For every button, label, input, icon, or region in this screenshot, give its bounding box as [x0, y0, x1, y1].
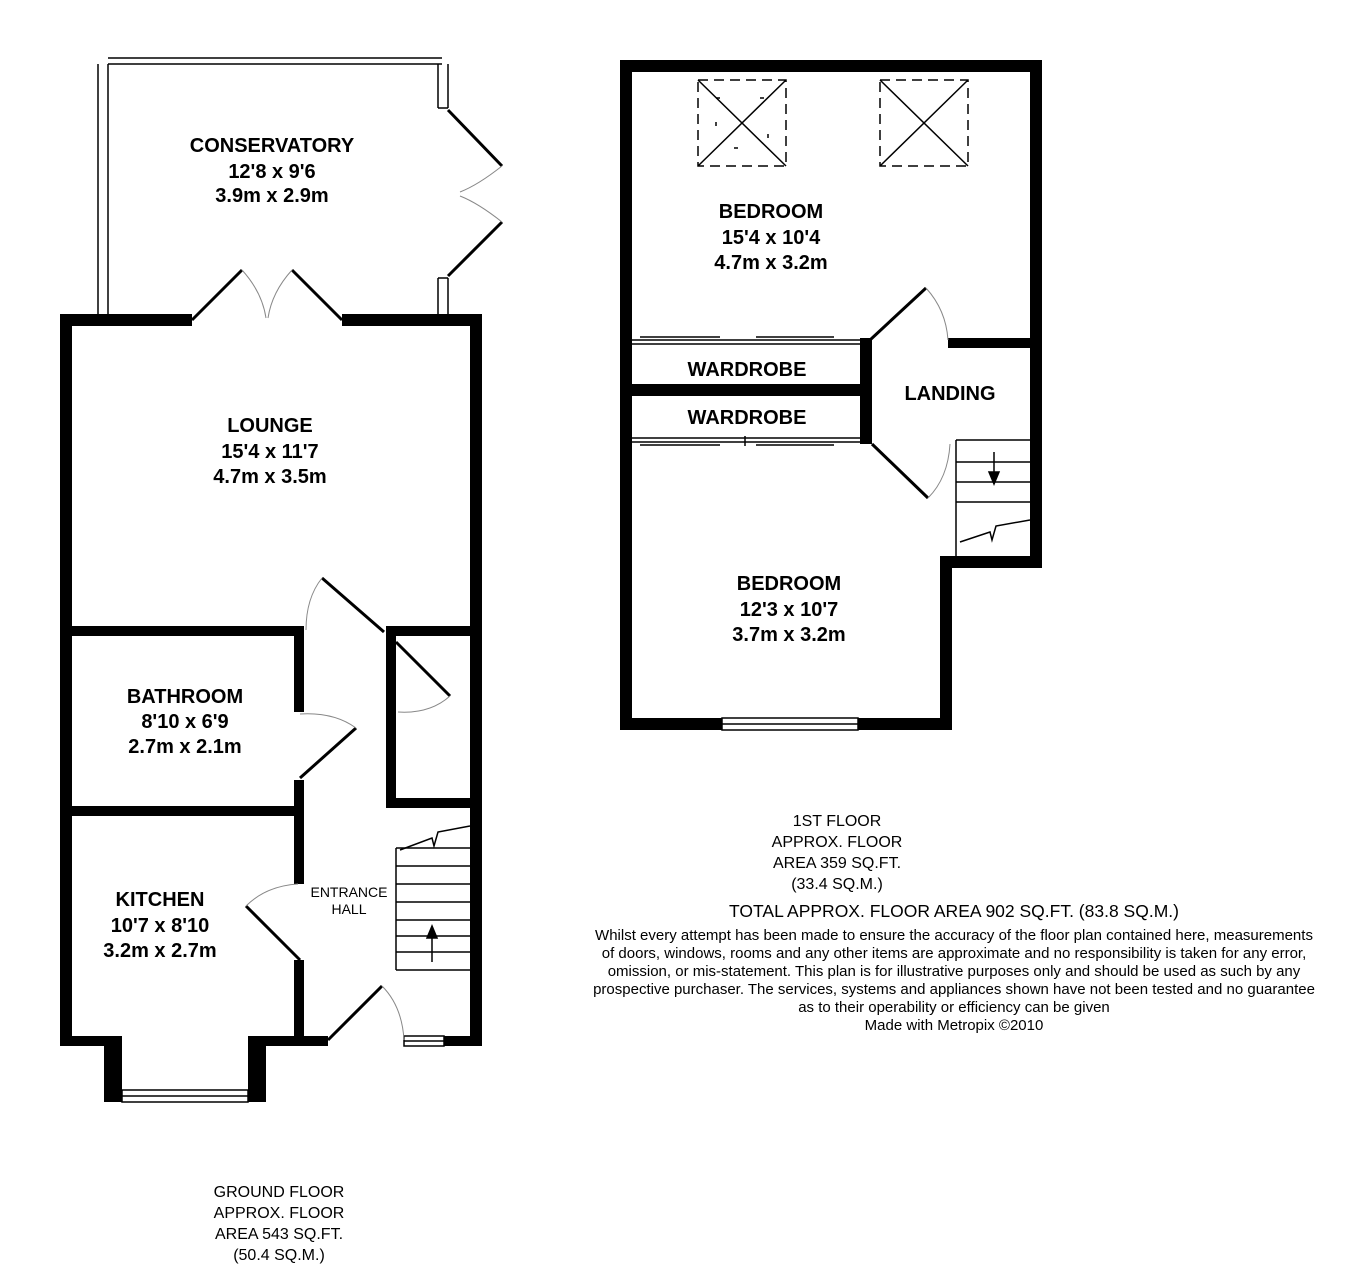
- bedroom-2-imperial: 12'3 x 10'7: [739, 599, 839, 621]
- disclaimer-line4: prospective purchaser. The services, systems and appliances shown have not been tested and no guarantee: [593, 981, 1315, 998]
- bedroom-window: [722, 718, 858, 730]
- first-floor-stairs: [956, 440, 1030, 556]
- lounge-name: LOUNGE: [227, 415, 313, 437]
- disclaimer-line2: of doors, windows, rooms and any other items are approximate and no responsibility is taken for any error,: [601, 945, 1307, 962]
- first-floor-area-line1: 1ST FLOOR: [792, 813, 882, 830]
- ground-floor-area-line3: AREA 543 SQ.FT.: [214, 1226, 344, 1243]
- footer-notes: [593, 901, 1315, 1034]
- entrance-hall-label-line2: HALL: [331, 901, 367, 917]
- bedroom-1-door: [870, 288, 948, 340]
- ground-floor-area-line4: (50.4 SQ.M.): [233, 1247, 325, 1264]
- bedroom-2-door: [872, 444, 950, 498]
- lounge-imperial: 15'4 x 11'7: [221, 441, 319, 463]
- lounge-french-doors: [192, 270, 342, 320]
- ground-floor-area-line2: APPROX. FLOOR: [213, 1205, 345, 1222]
- metropix-credit: Made with Metropix ©2010: [864, 1017, 1044, 1034]
- disclaimer-line5: as to their operability or efficiency can be given: [798, 999, 1110, 1016]
- kitchen-name: KITCHEN: [115, 889, 205, 911]
- bathroom-name: BATHROOM: [126, 686, 244, 708]
- bathroom-metric: 2.7m x 2.1m: [128, 736, 242, 758]
- lounge-metric: 4.7m x 3.5m: [213, 466, 327, 488]
- bedroom-2-name: BEDROOM: [736, 573, 842, 595]
- first-floor-area-line4: (33.4 SQ.M.): [791, 876, 883, 893]
- entrance-hall-label-line1: ENTRANCE: [310, 884, 388, 900]
- disclaimer-line3: omission, or mis-statement. This plan is for illustrative purposes only and should be used as such by any: [607, 963, 1301, 980]
- bedroom-1-name: BEDROOM: [718, 201, 824, 223]
- front-door: [328, 986, 404, 1040]
- total-area: TOTAL APPROX. FLOOR AREA 902 SQ.FT. (83.8 SQ.M.): [729, 901, 1179, 921]
- bedroom-1-metric: 4.7m x 3.2m: [714, 252, 828, 274]
- ground-floor-stairs: [396, 826, 470, 970]
- wardrobe-1-label: WARDROBE: [687, 359, 807, 381]
- conservatory-side-doors: [448, 110, 502, 276]
- kitchen-metric: 3.2m x 2.7m: [103, 940, 217, 962]
- first-floor-area-line3: AREA 359 SQ.FT.: [772, 855, 902, 872]
- wardrobe-2-label: WARDROBE: [687, 407, 807, 429]
- cupboard-door: [396, 642, 450, 712]
- first-floor-area-line2: APPROX. FLOOR: [771, 834, 903, 851]
- conservatory-imperial: 12'8 x 9'6: [228, 161, 316, 183]
- bedroom-1-imperial: 15'4 x 10'4: [721, 227, 821, 249]
- disclaimer-line1: Whilst every attempt has been made to ensure the accuracy of the floor plan contained here, measurements: [595, 927, 1313, 944]
- conservatory-metric: 3.9m x 2.9m: [215, 185, 329, 207]
- landing-label: LANDING: [904, 383, 996, 405]
- first-floor-labels: [688, 201, 996, 893]
- kitchen-imperial: 10'7 x 8'10: [110, 915, 210, 937]
- skylight-left: [698, 80, 786, 166]
- bedroom-2-metric: 3.7m x 3.2m: [732, 624, 846, 646]
- conservatory-name: CONSERVATORY: [189, 135, 355, 157]
- skylight-right: [880, 80, 968, 166]
- lounge-door: [306, 578, 384, 632]
- bathroom-imperial: 8'10 x 6'9: [141, 711, 229, 733]
- kitchen-door: [246, 884, 300, 960]
- kitchen-window: [122, 1090, 248, 1102]
- bathroom-door: [300, 714, 356, 778]
- ground-floor-area-line1: GROUND FLOOR: [213, 1184, 345, 1201]
- front-window: [404, 1036, 444, 1046]
